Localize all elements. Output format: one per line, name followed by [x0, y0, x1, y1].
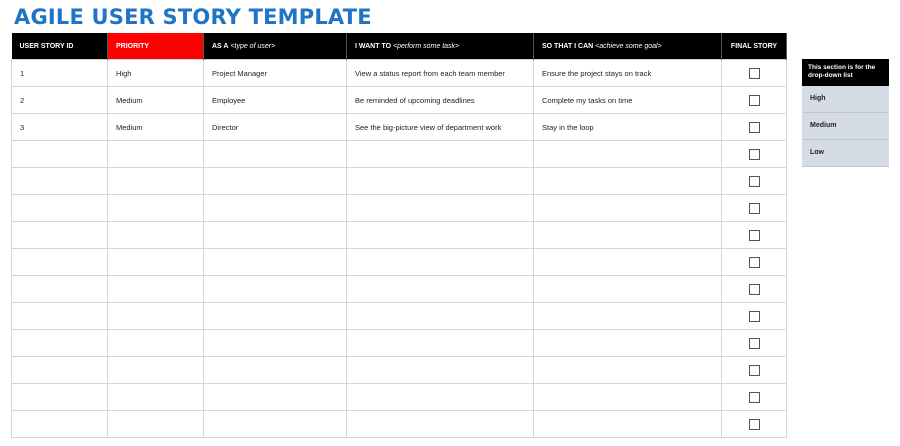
table-row	[12, 222, 787, 249]
so-that-cell[interactable]	[534, 249, 722, 276]
dropdown-source-section	[802, 59, 889, 167]
final-story-cell	[722, 87, 787, 114]
priority-cell[interactable]	[108, 222, 204, 249]
table-row	[12, 330, 787, 357]
table-row	[12, 168, 787, 195]
as-a-cell[interactable]	[204, 411, 347, 438]
table-row	[12, 141, 787, 168]
story-id-cell[interactable]: 1	[12, 60, 108, 87]
final-story-cell	[722, 60, 787, 87]
page-title: AGILE USER STORY TEMPLATE	[14, 5, 372, 29]
i-want-to-cell[interactable]	[347, 303, 534, 330]
i-want-to-cell[interactable]: View a status report from each team member	[347, 60, 534, 87]
dropdown-option-high[interactable]: High	[802, 86, 889, 113]
final-story-checkbox[interactable]	[749, 95, 760, 106]
priority-cell[interactable]: High	[108, 60, 204, 87]
story-id-cell[interactable]	[12, 141, 108, 168]
header-as-a[interactable]: AS A <type of user>	[204, 33, 347, 60]
as-a-cell[interactable]: Project Manager	[204, 60, 347, 87]
table-row	[12, 195, 787, 222]
story-id-cell[interactable]	[12, 276, 108, 303]
header-final-story[interactable]: FINAL STORY	[722, 33, 787, 60]
table-row	[12, 249, 787, 276]
table-row	[12, 87, 787, 114]
final-story-cell	[722, 141, 787, 168]
story-id-cell[interactable]	[12, 168, 108, 195]
as-a-cell[interactable]	[204, 141, 347, 168]
final-story-cell	[722, 195, 787, 222]
story-id-cell[interactable]	[12, 384, 108, 411]
so-that-cell[interactable]	[534, 330, 722, 357]
so-that-cell[interactable]: Ensure the project stays on track	[534, 60, 722, 87]
header-priority[interactable]: PRIORITY	[108, 33, 204, 60]
so-that-cell[interactable]	[534, 303, 722, 330]
story-id-cell[interactable]	[12, 303, 108, 330]
final-story-checkbox[interactable]	[749, 68, 760, 79]
so-that-cell[interactable]	[534, 357, 722, 384]
so-that-cell[interactable]	[534, 276, 722, 303]
so-that-cell[interactable]	[534, 141, 722, 168]
priority-cell[interactable]	[108, 141, 204, 168]
as-a-cell[interactable]	[204, 276, 347, 303]
table-row	[12, 60, 787, 87]
story-id-cell[interactable]	[12, 411, 108, 438]
final-story-cell	[722, 249, 787, 276]
i-want-to-cell[interactable]: Be reminded of upcoming deadlines	[347, 87, 534, 114]
as-a-cell[interactable]	[204, 222, 347, 249]
as-a-cell[interactable]: Employee	[204, 87, 347, 114]
header-user-story-id[interactable]: USER STORY ID	[12, 33, 108, 60]
dropdown-option-medium[interactable]: Medium	[802, 113, 889, 140]
priority-cell[interactable]	[108, 195, 204, 222]
story-id-cell[interactable]	[12, 330, 108, 357]
header-i-want-to[interactable]: I WANT TO <perform some task>	[347, 33, 534, 60]
so-that-cell[interactable]	[534, 384, 722, 411]
as-a-cell[interactable]: Director	[204, 114, 347, 141]
story-id-cell[interactable]: 3	[12, 114, 108, 141]
dropdown-section-header: This section is for the drop-down list	[802, 59, 889, 86]
i-want-to-cell[interactable]	[347, 141, 534, 168]
final-story-cell	[722, 114, 787, 141]
table-row	[12, 276, 787, 303]
final-story-cell	[722, 384, 787, 411]
final-story-checkbox[interactable]	[749, 257, 760, 268]
final-story-checkbox[interactable]	[749, 149, 760, 160]
final-story-cell	[722, 411, 787, 438]
table-row	[12, 411, 787, 438]
i-want-to-cell[interactable]	[347, 384, 534, 411]
final-story-cell	[722, 168, 787, 195]
table-row	[12, 114, 787, 141]
so-that-cell[interactable]: Complete my tasks on time	[534, 87, 722, 114]
final-story-checkbox[interactable]	[749, 311, 760, 322]
final-story-checkbox[interactable]	[749, 230, 760, 241]
final-story-checkbox[interactable]	[749, 284, 760, 295]
final-story-checkbox[interactable]	[749, 392, 760, 403]
i-want-to-cell[interactable]	[347, 168, 534, 195]
final-story-cell	[722, 330, 787, 357]
i-want-to-cell[interactable]	[347, 222, 534, 249]
user-story-table	[11, 33, 787, 438]
so-that-cell[interactable]	[534, 195, 722, 222]
priority-cell[interactable]: Medium	[108, 114, 204, 141]
i-want-to-cell[interactable]	[347, 276, 534, 303]
priority-cell[interactable]	[108, 249, 204, 276]
table-body	[12, 60, 787, 438]
final-story-cell	[722, 303, 787, 330]
priority-cell[interactable]	[108, 411, 204, 438]
so-that-cell[interactable]: Stay in the loop	[534, 114, 722, 141]
priority-cell[interactable]	[108, 330, 204, 357]
story-id-cell[interactable]	[12, 357, 108, 384]
final-story-checkbox[interactable]	[749, 122, 760, 133]
as-a-cell[interactable]	[204, 384, 347, 411]
priority-cell[interactable]: Medium	[108, 87, 204, 114]
as-a-cell[interactable]	[204, 330, 347, 357]
final-story-checkbox[interactable]	[749, 419, 760, 430]
so-that-cell[interactable]	[534, 411, 722, 438]
priority-cell[interactable]	[108, 303, 204, 330]
as-a-cell[interactable]	[204, 357, 347, 384]
priority-cell[interactable]	[108, 168, 204, 195]
as-a-cell[interactable]	[204, 303, 347, 330]
table-row	[12, 357, 787, 384]
i-want-to-cell[interactable]	[347, 357, 534, 384]
i-want-to-cell[interactable]: See the big-picture view of department work	[347, 114, 534, 141]
i-want-to-cell[interactable]	[347, 330, 534, 357]
header-row	[12, 33, 787, 60]
table-row	[12, 303, 787, 330]
i-want-to-cell[interactable]	[347, 195, 534, 222]
story-id-cell[interactable]	[12, 249, 108, 276]
i-want-to-cell[interactable]	[347, 411, 534, 438]
as-a-cell[interactable]	[204, 195, 347, 222]
final-story-cell	[722, 276, 787, 303]
header-so-that-i-can[interactable]: SO THAT I CAN <achieve some goal>	[534, 33, 722, 60]
so-that-cell[interactable]	[534, 222, 722, 249]
i-want-to-cell[interactable]	[347, 249, 534, 276]
priority-cell[interactable]	[108, 276, 204, 303]
as-a-cell[interactable]	[204, 168, 347, 195]
as-a-cell[interactable]	[204, 249, 347, 276]
table-row	[12, 384, 787, 411]
dropdown-option-low[interactable]: Low	[802, 140, 889, 167]
final-story-checkbox[interactable]	[749, 338, 760, 349]
final-story-cell	[722, 222, 787, 249]
priority-cell[interactable]	[108, 357, 204, 384]
story-id-cell[interactable]	[12, 195, 108, 222]
so-that-cell[interactable]	[534, 168, 722, 195]
final-story-checkbox[interactable]	[749, 203, 760, 214]
story-id-cell[interactable]: 2	[12, 87, 108, 114]
priority-cell[interactable]	[108, 384, 204, 411]
final-story-checkbox[interactable]	[749, 176, 760, 187]
story-id-cell[interactable]	[12, 222, 108, 249]
final-story-cell	[722, 357, 787, 384]
final-story-checkbox[interactable]	[749, 365, 760, 376]
